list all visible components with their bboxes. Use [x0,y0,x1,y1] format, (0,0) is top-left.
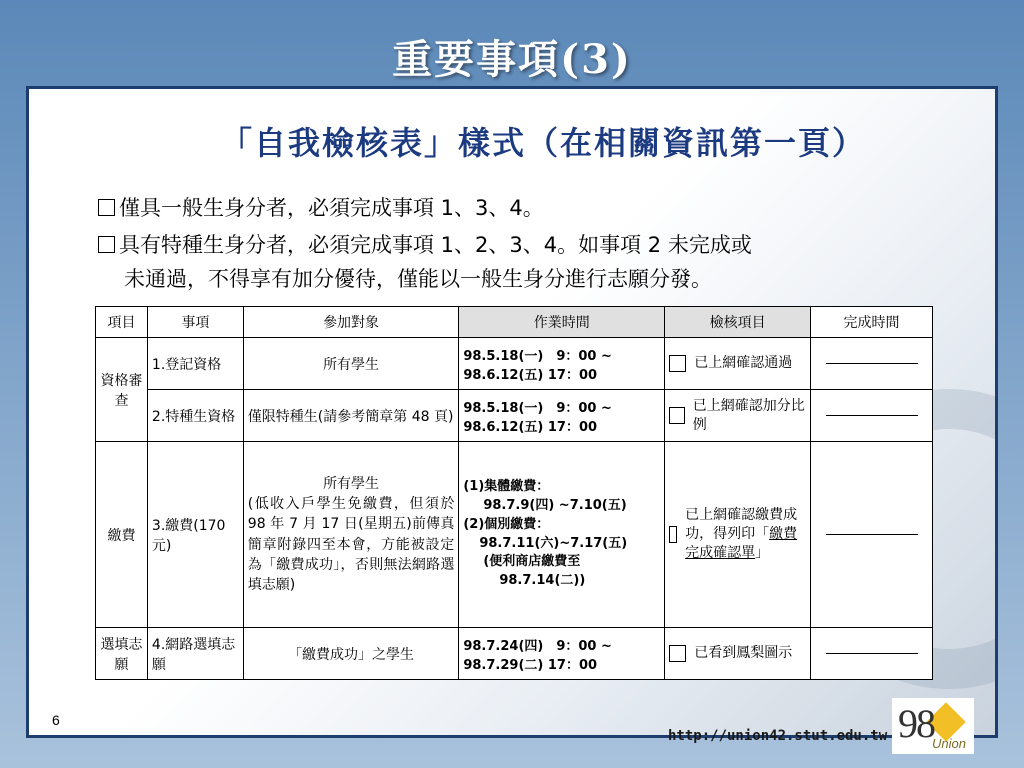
receipt-link: 繳費完成確認單 [685,526,798,561]
table-row [96,390,933,442]
column-header: 項目 [96,307,148,338]
note-special [98,229,752,259]
checkbox-icon [669,355,686,372]
target-cell: 所有學生 [243,338,459,390]
checklist-table [95,306,933,680]
target-body: (低收入戶學生免繳費，但須於 98 年 7 月 17 日(星期五)前傳真簡章附錄四至本會，方能被設定為「繳費成功」，否則無法網路選填志願) [247,495,455,594]
union-logo [892,698,974,754]
site-url: http://union42.stut.edu.tw [668,728,888,744]
check-text: 已看到鳳梨圖示 [694,645,793,662]
item-cell: 4.網路選填志願 [147,628,243,680]
time-line: 98.7.11(六)~7.17(五) [479,535,628,551]
note-general [98,192,544,222]
done-cell [811,442,933,628]
check-text: 已上網確認加分比例 [692,397,805,433]
column-header: 事項 [147,307,243,338]
time-end: 98.6.12(五) 17：00 [463,367,598,383]
checkbox-icon [669,526,677,543]
check-text-pre: 已上網確認繳費成功，得列印「 [685,507,798,543]
note-special-text: 具有特種生身分者，必須完成事項 1、2、3、4。如事項 2 未完成或 [119,233,752,257]
checkbox-icon [669,407,684,424]
checkbox-icon [98,236,115,253]
time-line: 98.7.14(二)) [499,573,586,589]
column-header: 參加對象 [243,307,459,338]
blank-line [826,534,918,535]
table-header-row [96,307,933,338]
note-general-text: 僅具一般生身分者，必須完成事項 1、3、4。 [119,196,544,220]
target-cell: 僅限特種生(請參考簡章第 48 頁) [243,390,459,442]
time-cell [459,338,665,390]
check-text: 已上網確認通過 [694,355,793,372]
done-cell [811,390,933,442]
time-cell [459,442,665,628]
column-header: 完成時間 [811,307,933,338]
blank-line [826,653,918,654]
check-cell [665,442,811,628]
check-text-post: 」 [755,544,770,561]
column-header: 作業時間 [459,307,665,338]
done-cell [811,628,933,680]
time-cell [459,390,665,442]
time-line: (1)集體繳費： [463,478,550,494]
table-row [96,628,933,680]
item-cell: 1.登記資格 [147,338,243,390]
group-cell: 繳費 [96,442,148,628]
time-line: 98.7.9(四) ~7.10(五) [483,497,627,513]
logo-word: Union [932,736,966,751]
table-row [96,338,933,390]
blank-line [826,363,918,364]
section-subtitle: 「自我檢核表」樣式（在相關資訊第一頁） [220,124,867,162]
target-cell [243,442,459,628]
blank-line [826,415,918,416]
time-start: 98.5.18(一) 9：00 ~ [463,348,612,364]
time-end: 98.6.12(五) 17：00 [463,419,598,435]
checkbox-icon [98,199,115,216]
check-cell [665,628,811,680]
slide-title: 重要事項(3) [392,36,632,83]
check-cell [665,338,811,390]
checkbox-icon [669,645,686,662]
item-cell: 2.特種生資格 [147,390,243,442]
check-cell [665,390,811,442]
time-cell [459,628,665,680]
done-cell [811,338,933,390]
target-title: 所有學生 [323,475,380,492]
group-cell: 選填志願 [96,628,148,680]
item-cell: 3.繳費(170 元) [147,442,243,628]
check-text [685,506,806,563]
time-start: 98.5.18(一) 9：00 ~ [463,400,612,416]
time-line: (便利商店繳費至 [483,554,581,570]
logo-number: 98 [898,701,934,746]
column-header: 檢核項目 [665,307,811,338]
page-number: 6 [52,712,60,728]
time-line: (2)個別繳費： [463,516,550,532]
time-end: 98.7.29(二) 17：00 [463,657,598,673]
table-row [96,442,933,628]
target-cell: 「繳費成功」之學生 [243,628,459,680]
note-special-cont: 未通過，不得享有加分優待，僅能以一般生身分進行志願分發。 [124,267,712,291]
time-start: 98.7.24(四) 9：00 ~ [463,638,612,654]
group-cell: 資格審查 [96,338,148,442]
